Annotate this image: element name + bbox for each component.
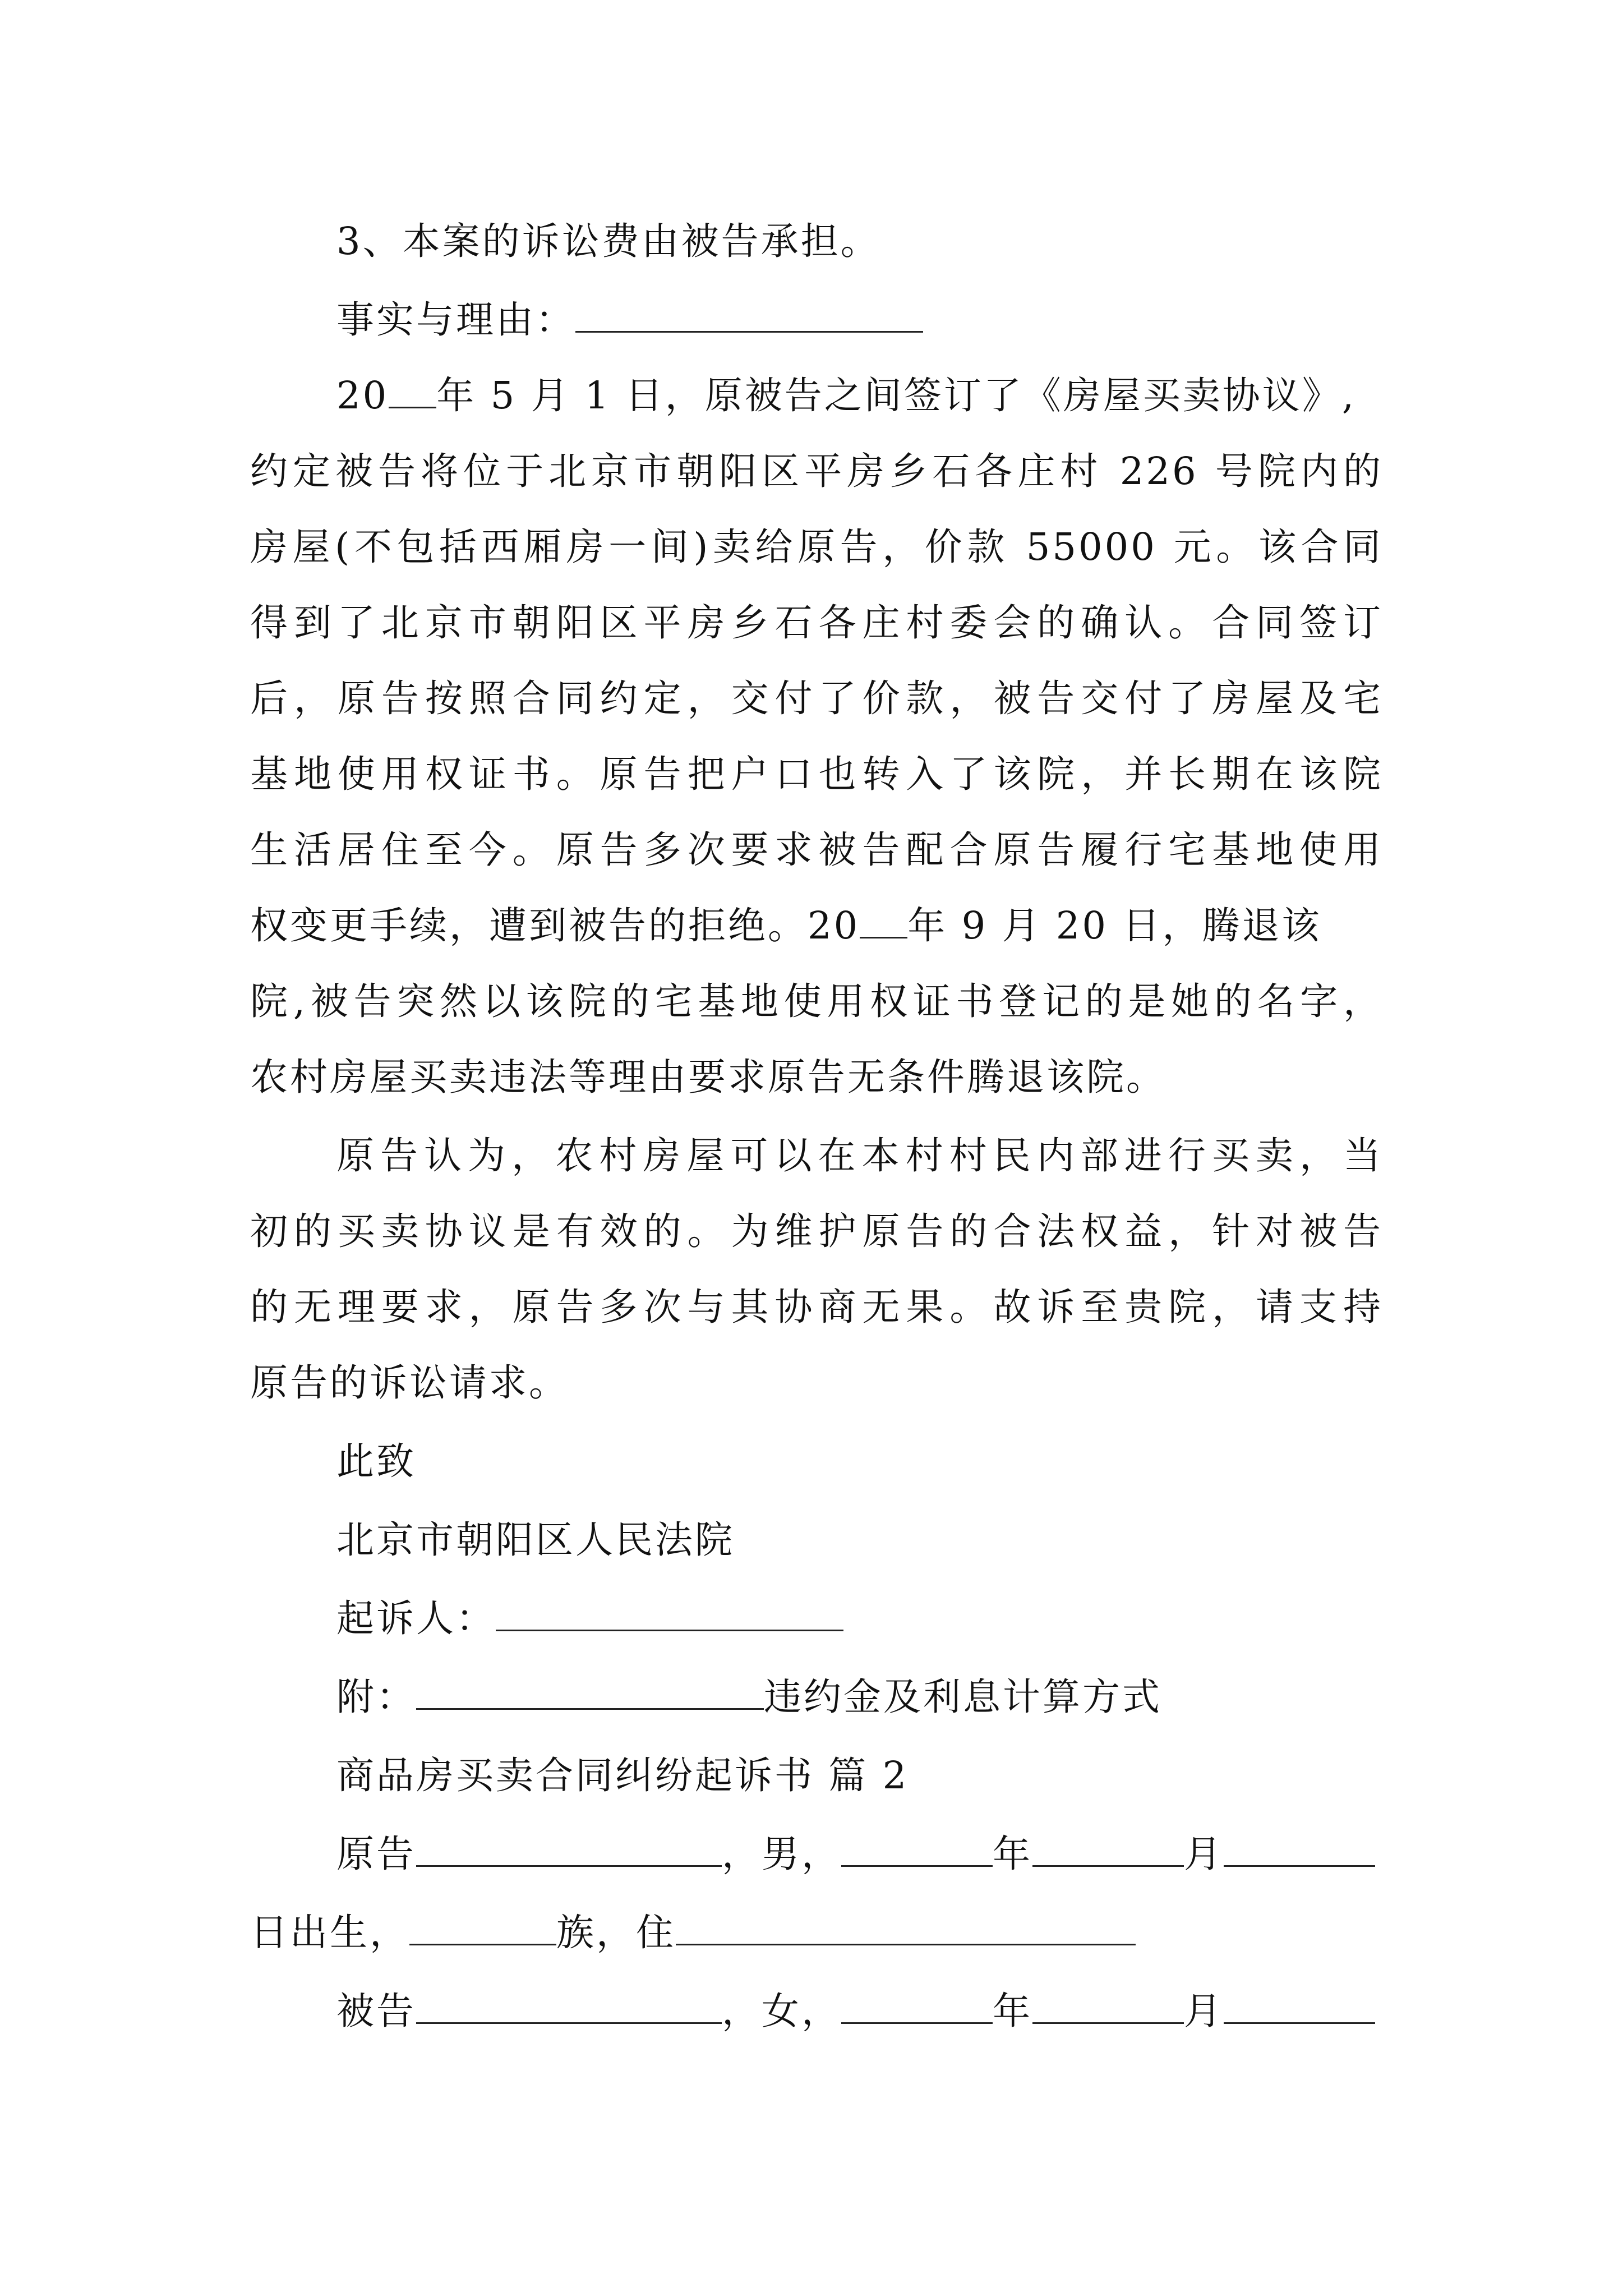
claim-item-3: 3、本案的诉讼费由被告承担。: [336, 219, 880, 263]
plaintiff-month-blank: [1032, 1832, 1184, 1867]
plaintiff-signature-blank: [496, 1596, 843, 1631]
plaintiff-signature-line: 起诉人：: [336, 1593, 1469, 1644]
ethnicity-blank: [409, 1910, 556, 1945]
attachment-blank: [416, 1674, 764, 1710]
facts-paragraph-line: 基地使用权证书。原告把户口也转入了该院，并长期在该院: [250, 752, 1383, 796]
facts-blank: [575, 297, 923, 333]
facts-paragraph-line: 院,被告突然以该院的宅基地使用权证书登记的是她的名字，: [250, 979, 1383, 1023]
year-blank: [389, 373, 436, 408]
section-title: 商品房买卖合同纠纷起诉书 篇 2: [336, 1754, 909, 1797]
plaintiff-year-blank: [841, 1832, 993, 1867]
year-blank: [860, 903, 907, 938]
defendant-name-blank: [416, 1989, 722, 2024]
facts-paragraph-line: 农村房屋买卖违法等理由要求原告无条件腾退该院。: [250, 1055, 1166, 1099]
defendant-day-blank: [1224, 1989, 1375, 2024]
salutation: 此致: [336, 1439, 416, 1483]
court-name: 北京市朝阳区人民法院: [336, 1518, 735, 1562]
facts-paragraph-line: 得到了北京市朝阳区平房乡石各庄村委会的确认。合同签订: [250, 601, 1383, 645]
facts-paragraph-line: 约定被告将位于北京市朝阳区平房乡石各庄村 226 号院内的: [250, 449, 1383, 493]
facts-heading: 事实与理由：: [336, 295, 1469, 345]
defendant-year-blank: [841, 1989, 993, 2024]
attachment-line: 附： 违约金及利息计算方式: [336, 1675, 1162, 1719]
reasoning-paragraph-line: 原告认为，农村房屋可以在本村村民内部进行买卖，当: [336, 1134, 1383, 1177]
facts-paragraph-line: 后，原告按照合同约定，交付了价款，被告交付了房屋及宅: [250, 677, 1383, 720]
facts-paragraph-line: 生活居住至今。原告多次要求被告配合原告履行宅基地使用: [250, 828, 1383, 872]
facts-paragraph-line: 房屋(不包括西厢房一间)卖给原告，价款 55000 元。该合同: [250, 525, 1383, 569]
defendant-info-line: 被告 ，女， 年 月: [336, 1986, 1469, 2036]
reasoning-paragraph-line: 的无理要求，原告多次与其协商无果。故诉至贵院，请支持: [250, 1285, 1383, 1329]
plaintiff-name-blank: [416, 1832, 722, 1867]
facts-paragraph-line: 权变更手续，遭到被告的拒绝。20 年 9 月 20 日，腾退该: [250, 904, 1322, 947]
plaintiff-day-blank: [1224, 1832, 1375, 1867]
address-blank: [676, 1910, 1136, 1945]
facts-paragraph-line: 20 年 5 月 1 日，原被告之间签订了《房屋买卖协议》,: [336, 374, 1357, 417]
reasoning-paragraph-line: 初的买卖协议是有效的。为维护原告的合法权益，针对被告: [250, 1209, 1383, 1253]
plaintiff-info-line: 原告 ，男， 年 月: [336, 1829, 1469, 1879]
defendant-month-blank: [1032, 1989, 1184, 2024]
reasoning-paragraph-line: 原告的诉讼请求。: [250, 1361, 569, 1405]
plaintiff-info-line: 日出生， 族，住: [250, 1907, 1383, 1958]
